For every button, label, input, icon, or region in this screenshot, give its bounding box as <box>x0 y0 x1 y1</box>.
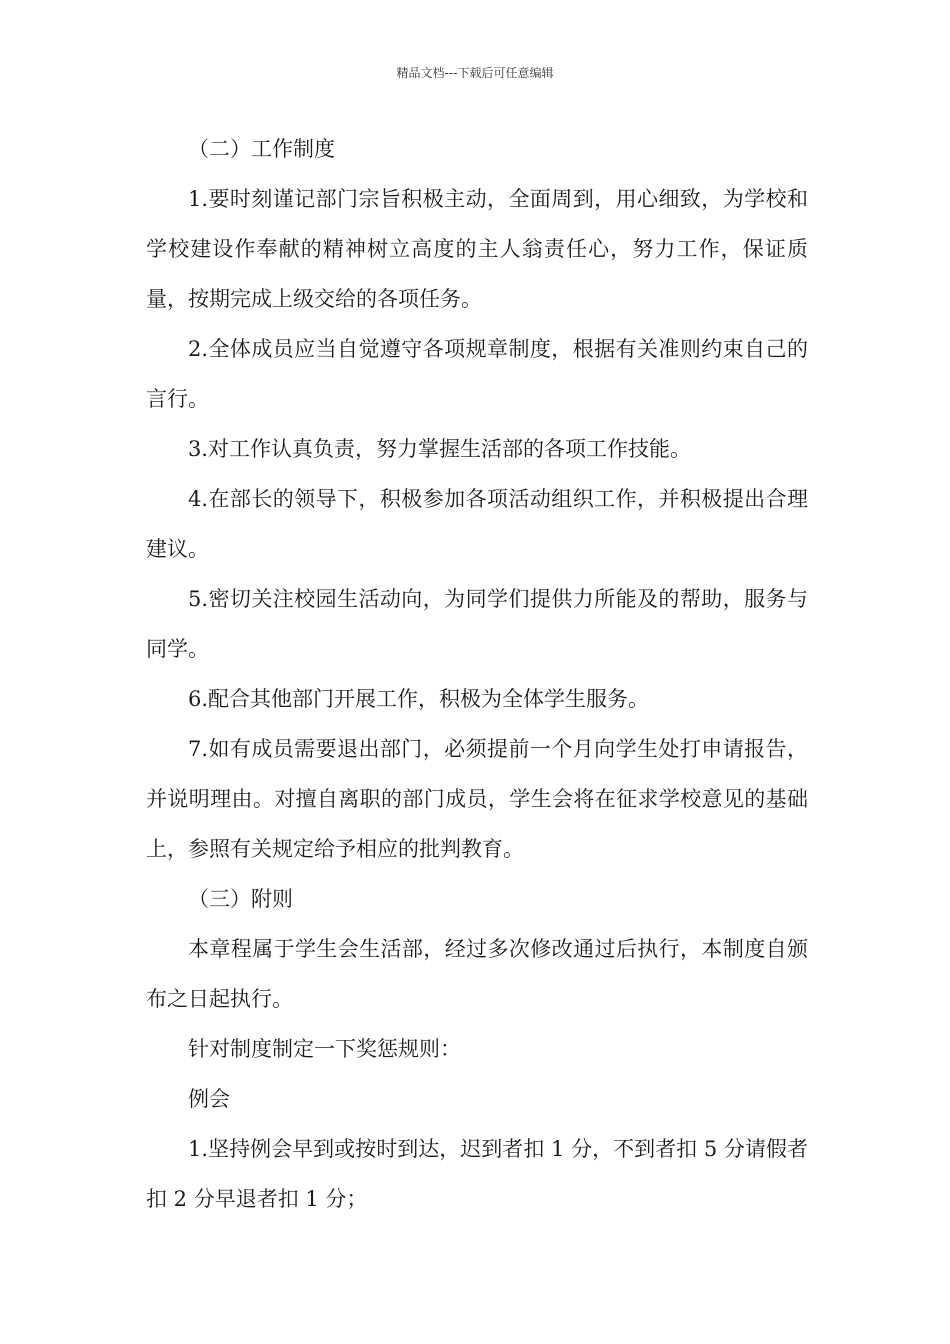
section-heading-work-rules: （二）工作制度 <box>188 137 335 161</box>
paragraph: 2.全体成员应当自觉遵守各项规章制度，根据有关准则约束自己的言行。 <box>146 337 808 411</box>
subheading-meeting: 例会 <box>188 1087 230 1111</box>
document-body <box>146 124 808 1224</box>
paragraph: 3.对工作认真负责，努力掌握生活部的各项工作技能。 <box>188 437 692 461</box>
paragraph: 1.要时刻谨记部门宗旨积极主动，全面周到，用心细致，为学校和学校建设作奉献的精神树立高度的主人翁责任心，努力工作，保证质量，按期完成上级交给的各项任务。 <box>146 187 808 311</box>
page-header: 精品文档---下载后可任意编辑 <box>396 66 554 80</box>
paragraph: 针对制度制定一下奖惩规则： <box>188 1037 461 1061</box>
paragraph: 7.如有成员需要退出部门，必须提前一个月向学生处打申请报告，并说明理由。对擅自离职的部门成员，学生会将在征求学校意见的基础上，参照有关规定给予相应的批判教育。 <box>146 737 808 861</box>
paragraph: 5.密切关注校园生活动向，为同学们提供力所能及的帮助，服务与同学。 <box>146 587 808 661</box>
section-heading-appendix: （三）附则 <box>188 887 293 911</box>
paragraph: 4.在部长的领导下，积极参加各项活动组织工作，并积极提出合理建议。 <box>146 487 808 561</box>
paragraph: 6.配合其他部门开展工作，积极为全体学生服务。 <box>188 687 650 711</box>
paragraph: 本章程属于学生会生活部，经过多次修改通过后执行，本制度自颁布之日起执行。 <box>146 937 808 1011</box>
paragraph: 1.坚持例会早到或按时到达，迟到者扣 1 分，不到者扣 5 分请假者扣 2 分早退者扣 1 分； <box>146 1137 808 1211</box>
